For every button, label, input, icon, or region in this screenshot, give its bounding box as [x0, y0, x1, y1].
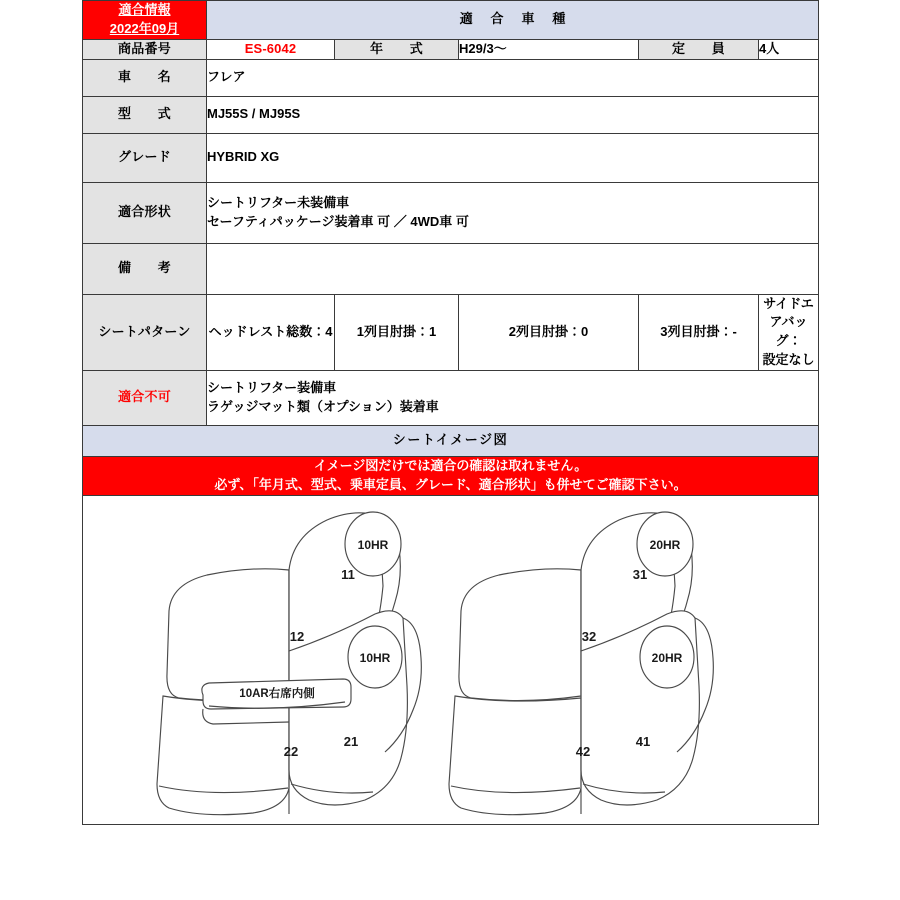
fitment-date-box: [83, 1, 207, 40]
not-fit-line-2: ラゲッジマット類（オプション）装着車: [207, 398, 439, 414]
front-driver-backrest-label: 11: [341, 566, 355, 582]
not-fit-line-1: シートリフター装備車: [207, 380, 337, 396]
diagram-row: [83, 495, 819, 824]
rear-left-cushion-shape: [449, 696, 581, 815]
type-label: 型 式: [83, 96, 207, 133]
capacity-label: 定 員: [639, 39, 759, 59]
product-row: [83, 39, 819, 59]
car-name-label: 車 名: [83, 59, 207, 96]
rear-right-cushion-label: 41: [635, 733, 651, 749]
fit-shape-line-2: セーフティパッケージ装着車 可 ／ 4WD車 可: [207, 213, 469, 229]
rear-seat-group: [449, 512, 713, 815]
fit-shape-row: [83, 182, 819, 243]
seat-pattern-headrest-count: ヘッドレスト総数：4: [207, 294, 335, 370]
side-airbag-line-2: 設定なし: [762, 352, 815, 368]
front-armrest-label: 10AR右席内側: [239, 687, 315, 700]
type-value: MJ55S / MJ95S: [207, 96, 819, 133]
warning-line-2: 必ず、「年月式、型式、乗車定員、グレード、適合形状」も併せてご確認下さい。: [214, 476, 687, 492]
front-driver-cushion-label: 21: [343, 733, 359, 749]
rear-headrest-upper-label: 20HR: [649, 537, 681, 552]
fit-shape-label: 適合形状: [83, 182, 207, 243]
warning-banner: [83, 456, 819, 495]
remarks-value: [207, 243, 819, 294]
side-airbag-line-1: サイドエアバッグ：: [763, 295, 814, 349]
seat-pattern-label: シートパターン: [83, 294, 207, 370]
front-passenger-cushion-label: 22: [283, 743, 299, 759]
grade-row: [83, 133, 819, 182]
capacity-value: 4人: [759, 39, 819, 59]
front-headrest-upper-label: 10HR: [357, 537, 389, 552]
model-year-label: 年 式: [335, 39, 459, 59]
seat-diagram-svg: [83, 496, 817, 824]
fit-shape-value: [207, 182, 819, 243]
not-fit-row: [83, 370, 819, 425]
product-number-value: ES-6042: [207, 39, 335, 59]
seat-pattern-row: [83, 294, 819, 370]
fitment-table: [82, 0, 819, 825]
grade-label: グレード: [83, 133, 207, 182]
seat-image-heading-row: [83, 425, 819, 456]
front-passenger-cushion-shape: [157, 696, 289, 815]
front-seat-group: [157, 512, 421, 815]
page-title: 適 合 車 種: [207, 1, 819, 40]
rear-left-cushion-label: 42: [575, 743, 591, 759]
seat-pattern-row1-armrest: 1列目肘掛：1: [335, 294, 459, 370]
fitment-sheet: [82, 0, 818, 825]
rear-left-backrest-label: 32: [581, 628, 597, 644]
seat-image-heading: シートイメージ図: [83, 425, 819, 456]
rear-headrest-lower-label: 20HR: [651, 650, 683, 665]
rear-left-backrest-shape: [459, 568, 581, 700]
fitment-date-value: 2022年09月: [109, 20, 180, 36]
model-year-value: H29/3〜: [459, 39, 639, 59]
product-number-label: 商品番号: [83, 39, 207, 59]
car-name-row: [83, 59, 819, 96]
grade-value: HYBRID XG: [207, 133, 819, 182]
front-headrest-lower-label: 10HR: [359, 650, 391, 665]
seat-pattern-row3-armrest: 3列目肘掛：-: [639, 294, 759, 370]
car-name-value: フレア: [207, 59, 819, 96]
not-fit-label: 適合不可: [83, 370, 207, 425]
not-fit-value: [207, 370, 819, 425]
warning-line-1: イメージ図だけでは適合の確認は取れません。: [313, 457, 588, 473]
header-row: [83, 1, 819, 40]
remarks-row: [83, 243, 819, 294]
front-passenger-backrest-label: 12: [289, 628, 305, 644]
seat-pattern-side-airbag: [759, 294, 819, 370]
seat-diagram-cell: [83, 495, 819, 824]
fitment-date-label: 適合情報: [118, 2, 171, 17]
type-row: [83, 96, 819, 133]
fit-shape-line-1: シートリフター未装備車: [207, 194, 350, 210]
seat-diagram: [83, 496, 818, 824]
warning-row: [83, 456, 819, 495]
remarks-label: 備 考: [83, 243, 207, 294]
seat-pattern-row2-armrest: 2列目肘掛：0: [459, 294, 639, 370]
rear-right-backrest-label: 31: [632, 566, 648, 582]
